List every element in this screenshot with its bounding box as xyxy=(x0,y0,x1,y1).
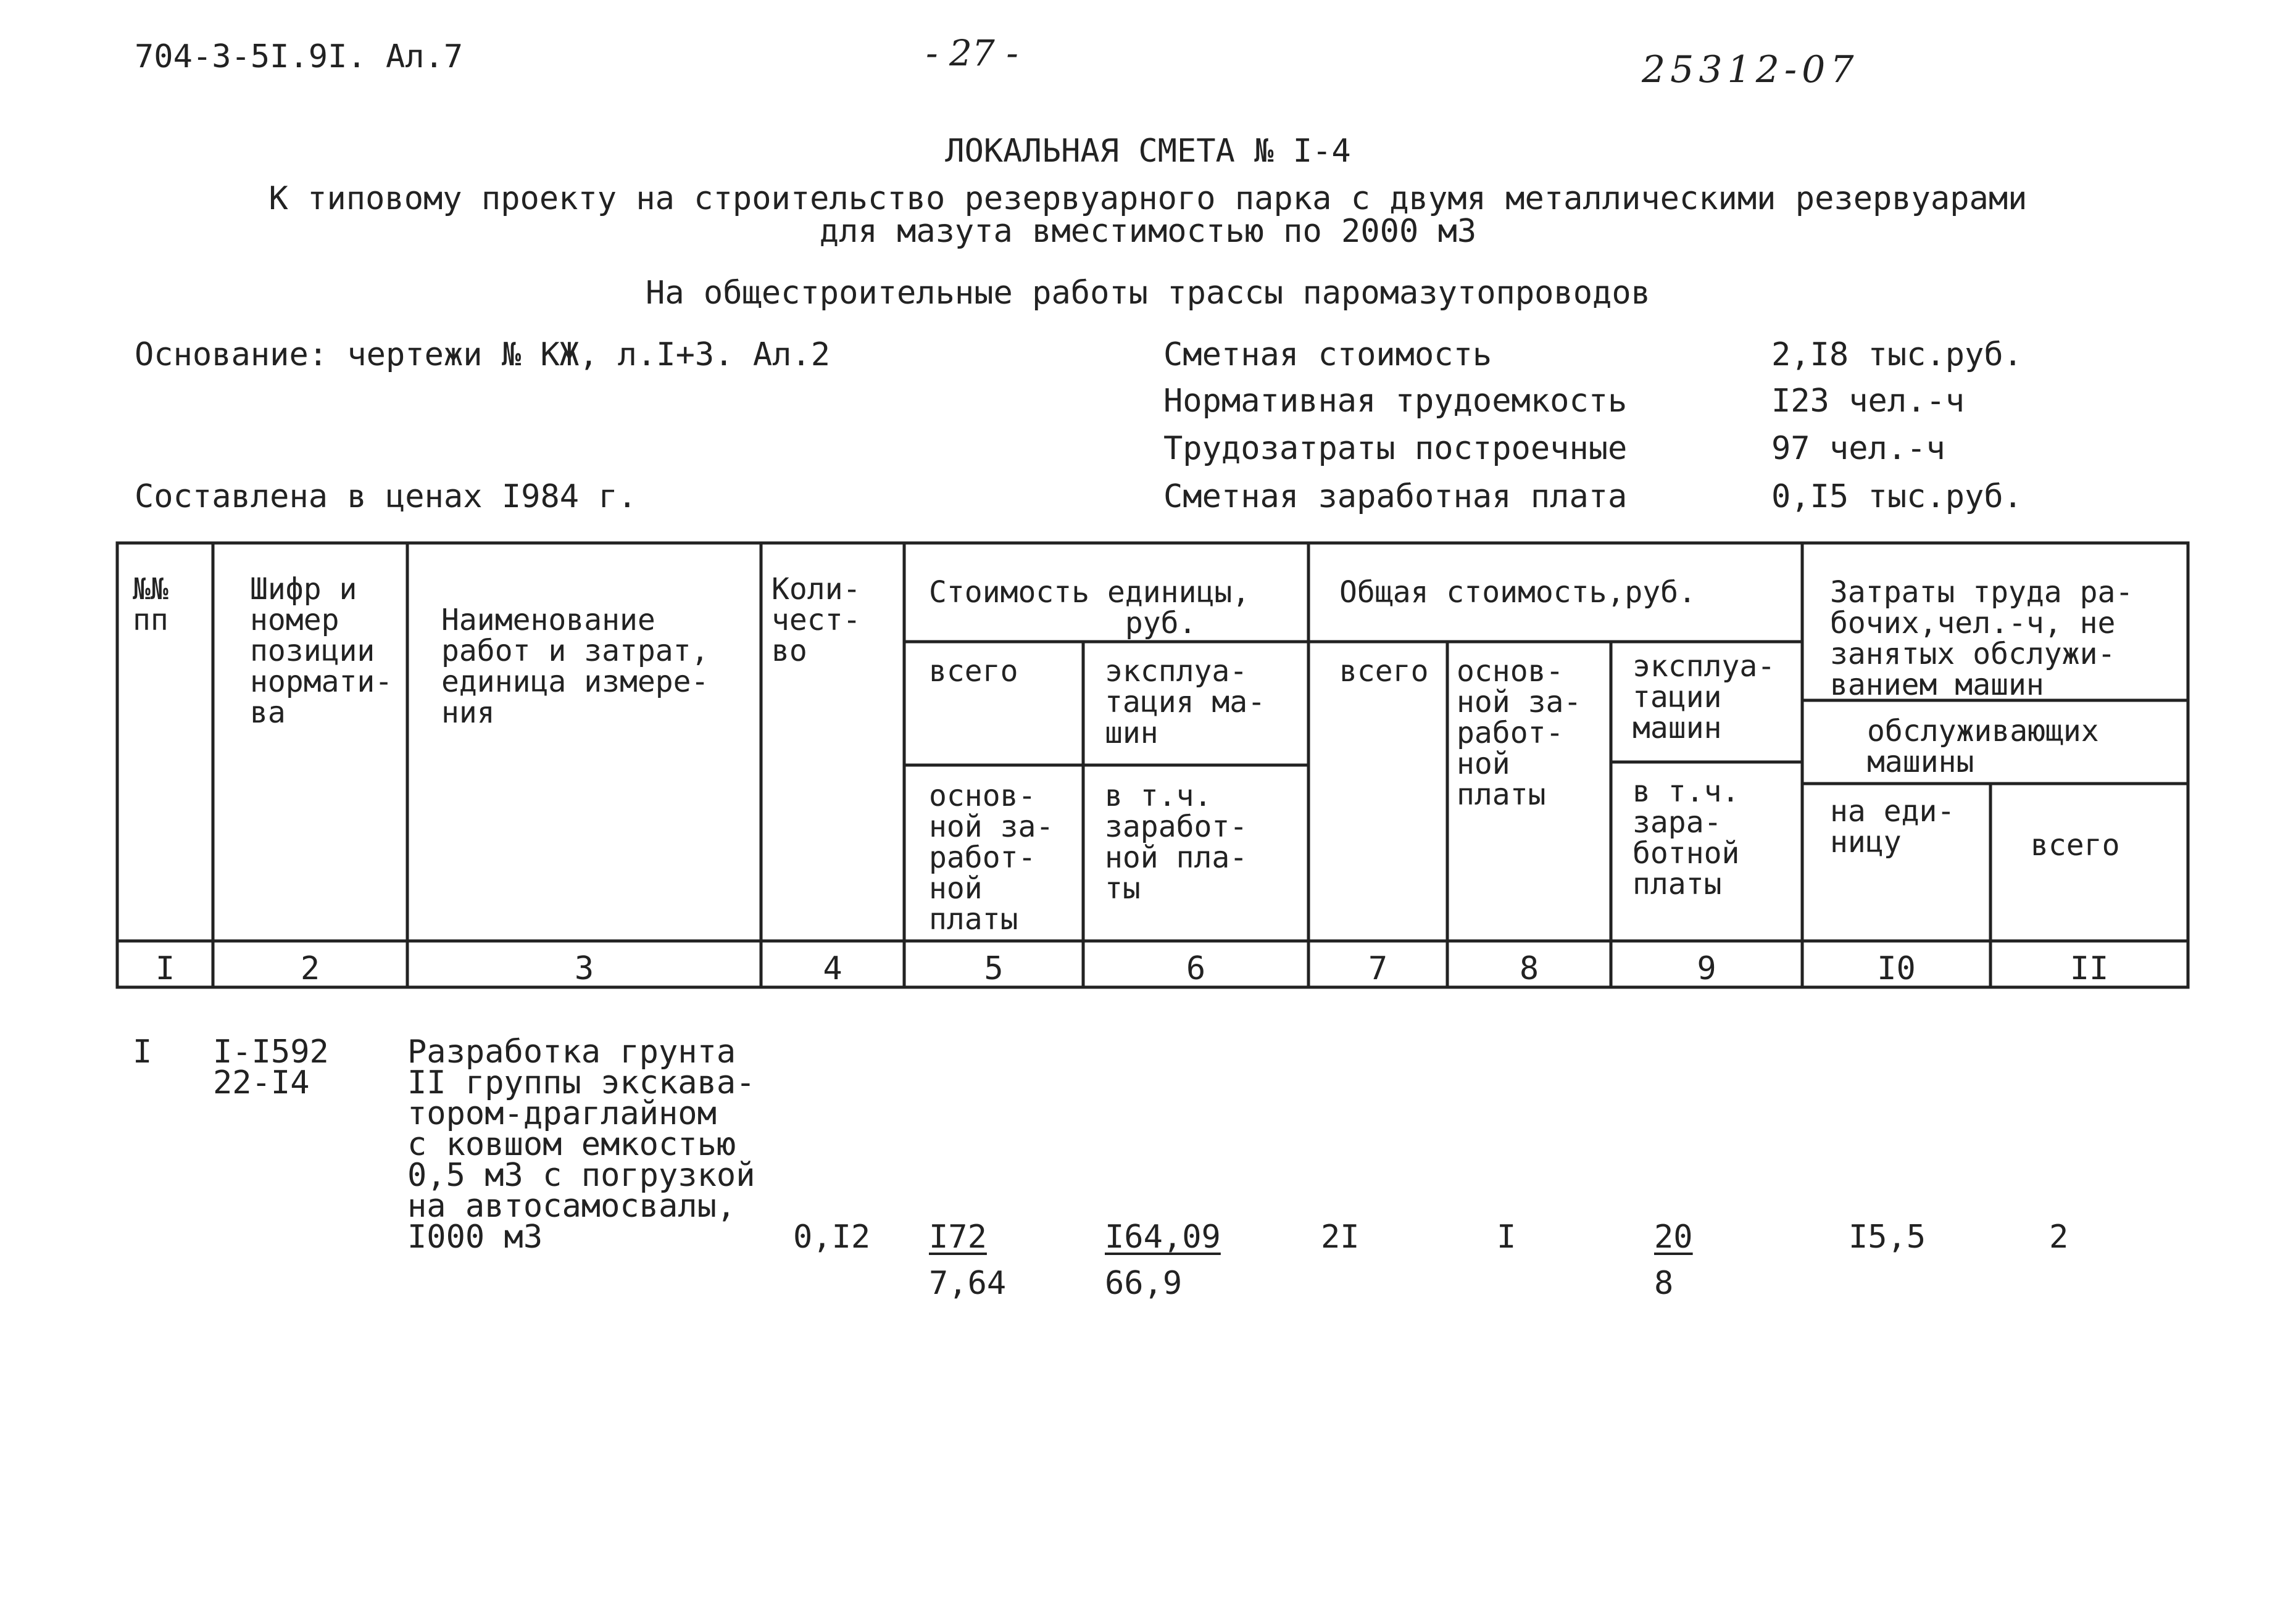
column-number: 8 xyxy=(1519,950,1539,987)
column-number: 3 xyxy=(574,950,594,987)
prices-line: Составлена в ценах I984 г. xyxy=(135,478,637,515)
column-number: I xyxy=(155,950,175,987)
row-code: I-I592 22-I4 xyxy=(213,1033,329,1101)
header-labor-unit: на еди- ницу xyxy=(1830,794,1955,859)
header-unit-machines: эксплуа- тация ма- шин xyxy=(1105,654,1266,750)
document-title: ЛОКАЛЬНАЯ СМЕТА № I-4 xyxy=(945,133,1351,170)
summary-label: Сметная заработная плата xyxy=(1163,478,1628,515)
subtitle-line-1: К типовому проекту на строительство резервуарного парка с двумя металлическими резервуарами xyxy=(268,180,2028,217)
column-number: 4 xyxy=(823,950,842,987)
row-labor-total: 2 xyxy=(2049,1219,2069,1256)
row-quantity: 0,I2 xyxy=(793,1219,871,1256)
summary-label: Нормативная трудоемкость xyxy=(1163,383,1628,420)
header-total-cost: Общая стоимость,руб. xyxy=(1339,575,1696,610)
column-number: 6 xyxy=(1186,950,1206,987)
summary-label: Сметная стоимость xyxy=(1163,336,1492,373)
header-name: Наименование работ и затрат, единица измере- ния xyxy=(441,603,709,730)
summary-value: I23 чел.-ч xyxy=(1771,383,1965,420)
header-labor: Затраты труда ра- бочих,чел.-ч, не занятых обслужи- ванием машин xyxy=(1830,575,2134,702)
column-number: 9 xyxy=(1697,950,1716,987)
header-unit-machine-wage: в т.ч. заработ- ной пла- ты xyxy=(1105,779,1248,906)
document-code: 704-3-5I.9I. Ал.7 xyxy=(135,38,464,75)
row-unit-machine-wage: 66,9 xyxy=(1105,1265,1183,1302)
header-total-machines: эксплуа- тации машин xyxy=(1633,649,1776,745)
header-quantity: Коли- чест- во xyxy=(772,572,861,668)
inventory-number: 25312-07 xyxy=(1642,48,1859,91)
row-labor-unit: I5,5 xyxy=(1849,1219,1926,1256)
header-labor-total: всего xyxy=(2031,828,2120,863)
header-labor-serving: обслуживающих машины xyxy=(1867,714,2099,779)
column-number: II xyxy=(2069,950,2109,987)
summary-value: 2,I8 тыс.руб. xyxy=(1771,336,2023,373)
header-unit-wage: основ- ной за- работ- ной платы xyxy=(929,779,1054,937)
row-total-wage: I xyxy=(1497,1219,1516,1256)
row-total-machines: 20 xyxy=(1654,1219,1693,1256)
subtitle-line-3: На общестроительные работы трассы паромазутопроводов xyxy=(646,275,1650,312)
header-unit-total: всего xyxy=(929,654,1018,689)
page-number: - 27 - xyxy=(926,32,1018,74)
summary-label: Трудозатраты построечные xyxy=(1163,430,1628,467)
subtitle-line-2: для мазута вместимостью по 2000 м3 xyxy=(819,213,1477,250)
header-total-all: всего xyxy=(1339,654,1429,689)
row-unit-wage: 7,64 xyxy=(929,1265,1007,1302)
header-code: Шифр и номер позиции нормати- ва xyxy=(250,572,393,730)
summary-value: 0,I5 тыс.руб. xyxy=(1771,478,2023,515)
header-unit-cost: Стоимость единицы, руб. xyxy=(929,575,1250,640)
summary-value: 97 чел.-ч xyxy=(1771,430,1945,467)
basis-line: Основание: чертежи № КЖ, л.I+3. Ал.2 xyxy=(135,336,831,373)
header-row-number: №№ пп xyxy=(133,572,168,637)
row-total-all: 2I xyxy=(1321,1219,1360,1256)
row-name: Разработка грунта II группы экскава- тором-драглайном с ковшом емкостью 0,5 м3 с погрузкой на автосамосвалы, I000 м3 xyxy=(407,1033,755,1256)
column-number: 2 xyxy=(300,950,320,987)
row-number: I xyxy=(133,1033,152,1071)
row-total-machine-wage: 8 xyxy=(1654,1265,1674,1302)
column-number: 5 xyxy=(984,950,1004,987)
header-total-machine-wage: в т.ч. зара- ботной платы xyxy=(1633,774,1740,901)
header-total-wage: основ- ной за- работ- ной платы xyxy=(1457,654,1582,812)
column-number: 7 xyxy=(1368,950,1388,987)
column-number: I0 xyxy=(1877,950,1916,987)
row-unit-total: I72 xyxy=(929,1219,987,1256)
row-unit-machines: I64,09 xyxy=(1105,1219,1221,1256)
